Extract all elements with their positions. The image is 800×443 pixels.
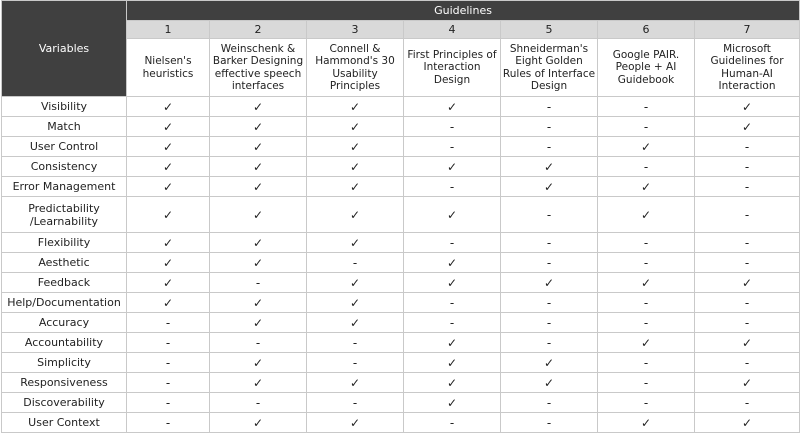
guideline-name-line: interfaces: [231, 80, 285, 92]
variable-name: [2, 413, 127, 433]
variable-name: [2, 233, 127, 253]
variable-name-line: Responsiveness: [20, 376, 108, 389]
mark-cell: ✓: [210, 313, 307, 333]
table-row: [2, 393, 800, 413]
guideline-name-line: Shneiderman's: [509, 42, 589, 55]
variable-name: [2, 353, 127, 373]
variable-name: [2, 373, 127, 393]
guideline-name-line: Interaction: [718, 80, 776, 92]
mark-cell: ✓: [210, 373, 307, 393]
mark-cell: -: [307, 253, 404, 273]
guideline-number: 4: [404, 21, 501, 39]
guideline-name-line: Barker Designing: [212, 55, 304, 67]
mark-cell: ✓: [307, 177, 404, 197]
mark-cell: -: [695, 353, 800, 373]
variable-name-line: Accuracy: [38, 316, 90, 329]
mark-cell: -: [598, 97, 695, 117]
mark-cell: -: [501, 333, 598, 353]
mark-cell: -: [127, 393, 210, 413]
variable-name-line: Visibility: [40, 100, 88, 113]
guideline-name: [501, 39, 598, 97]
guideline-name-line: effective speech: [214, 67, 302, 80]
table-row: [2, 233, 800, 253]
mark-cell: -: [127, 313, 210, 333]
variable-name-line: Aesthetic: [38, 256, 90, 269]
variable-name-line: User Context: [28, 416, 100, 429]
mark-cell: ✓: [127, 293, 210, 313]
variables-header: Variables: [2, 1, 127, 97]
guideline-name-line: Design: [530, 80, 568, 92]
mark-cell: ✓: [695, 413, 800, 433]
guideline-name-line: Principles: [329, 80, 381, 92]
guideline-name-line: Guidebook: [617, 73, 675, 86]
mark-cell: ✓: [501, 353, 598, 373]
guideline-name-line: Nielsen's: [144, 55, 192, 67]
mark-cell: -: [695, 197, 800, 233]
mark-cell: ✓: [127, 177, 210, 197]
guideline-number: 2: [210, 21, 307, 39]
mark-cell: -: [307, 333, 404, 353]
variable-name: [2, 137, 127, 157]
guideline-name-line: Usability: [332, 67, 378, 80]
mark-cell: -: [501, 117, 598, 137]
mark-cell: ✓: [307, 97, 404, 117]
guidelines-table: [1, 0, 800, 433]
mark-cell: ✓: [501, 157, 598, 177]
variable-name: [2, 253, 127, 273]
mark-cell: -: [598, 373, 695, 393]
mark-cell: ✓: [695, 373, 800, 393]
mark-cell: -: [404, 233, 501, 253]
mark-cell: -: [307, 353, 404, 373]
mark-cell: ✓: [127, 233, 210, 253]
mark-cell: ✓: [695, 333, 800, 353]
guideline-name-line: Rules of Interface: [502, 67, 596, 80]
mark-cell: ✓: [695, 273, 800, 293]
guidelines-header: Guidelines: [127, 1, 800, 21]
variable-name: [2, 313, 127, 333]
mark-cell: ✓: [127, 253, 210, 273]
mark-cell: -: [127, 353, 210, 373]
guideline-number: 1: [127, 21, 210, 39]
mark-cell: -: [598, 157, 695, 177]
mark-cell: -: [598, 233, 695, 253]
variable-name: [2, 97, 127, 117]
mark-cell: -: [127, 333, 210, 353]
mark-cell: ✓: [127, 273, 210, 293]
mark-cell: -: [404, 413, 501, 433]
mark-cell: -: [127, 413, 210, 433]
variable-name: [2, 177, 127, 197]
mark-cell: -: [695, 177, 800, 197]
mark-cell: ✓: [210, 253, 307, 273]
variable-name: [2, 293, 127, 313]
mark-cell: -: [404, 117, 501, 137]
mark-cell: ✓: [404, 373, 501, 393]
variable-name-line: Simplicity: [37, 356, 91, 369]
mark-cell: -: [598, 253, 695, 273]
mark-cell: -: [404, 137, 501, 157]
mark-cell: ✓: [307, 273, 404, 293]
variable-name-line: Discoverability: [23, 396, 105, 409]
mark-cell: ✓: [598, 177, 695, 197]
mark-cell: ✓: [598, 137, 695, 157]
table-row: [2, 177, 800, 197]
table-row: [2, 373, 800, 393]
guideline-name-line: Guidelines for: [710, 55, 784, 67]
mark-cell: ✓: [404, 253, 501, 273]
table-row: [2, 333, 800, 353]
mark-cell: -: [127, 373, 210, 393]
mark-cell: ✓: [307, 197, 404, 233]
guideline-number: 5: [501, 21, 598, 39]
mark-cell: -: [501, 253, 598, 273]
table-row: [2, 157, 800, 177]
mark-cell: ✓: [598, 273, 695, 293]
guideline-number: 6: [598, 21, 695, 39]
guideline-number: 7: [695, 21, 800, 39]
mark-cell: ✓: [307, 293, 404, 313]
mark-cell: -: [404, 177, 501, 197]
mark-cell: ✓: [210, 177, 307, 197]
mark-cell: ✓: [210, 353, 307, 373]
mark-cell: ✓: [307, 137, 404, 157]
table-row: [2, 413, 800, 433]
mark-cell: -: [598, 393, 695, 413]
variable-name: [2, 157, 127, 177]
guideline-name-line: Human-AI: [721, 67, 773, 80]
mark-cell: -: [404, 313, 501, 333]
table-row: [2, 293, 800, 313]
mark-cell: -: [695, 233, 800, 253]
table-row: [2, 137, 800, 157]
guideline-name-line: Weinschenk &: [220, 42, 296, 55]
mark-cell: ✓: [404, 393, 501, 413]
variable-name: [2, 273, 127, 293]
guideline-name-line: Hammond's 30: [315, 55, 395, 67]
table-row: [2, 313, 800, 333]
mark-cell: ✓: [404, 273, 501, 293]
mark-cell: ✓: [210, 197, 307, 233]
mark-cell: -: [598, 313, 695, 333]
guideline-name: [695, 39, 800, 97]
variable-name-line: Predictability: [28, 201, 100, 215]
mark-cell: ✓: [695, 117, 800, 137]
mark-cell: ✓: [307, 313, 404, 333]
guideline-name: [210, 39, 307, 97]
table-row: [2, 97, 800, 117]
mark-cell: -: [307, 393, 404, 413]
mark-cell: -: [598, 353, 695, 373]
mark-cell: ✓: [695, 97, 800, 117]
mark-cell: -: [695, 137, 800, 157]
guideline-name-line: First Principles of: [407, 48, 497, 61]
mark-cell: ✓: [307, 413, 404, 433]
guideline-name: [127, 39, 210, 97]
guideline-name-line: Microsoft: [723, 42, 771, 55]
mark-cell: -: [210, 273, 307, 293]
mark-cell: ✓: [210, 137, 307, 157]
variable-name-line: Help/Documentation: [7, 296, 121, 309]
mark-cell: -: [695, 253, 800, 273]
mark-cell: ✓: [307, 373, 404, 393]
mark-cell: -: [695, 293, 800, 313]
variable-name: [2, 393, 127, 413]
table-row: [2, 253, 800, 273]
mark-cell: -: [501, 293, 598, 313]
mark-cell: ✓: [127, 97, 210, 117]
mark-cell: -: [695, 313, 800, 333]
guideline-name-line: Connell &: [329, 42, 381, 55]
variable-name-line: Match: [47, 120, 81, 133]
mark-cell: ✓: [404, 97, 501, 117]
guideline-number: 3: [307, 21, 404, 39]
mark-cell: ✓: [210, 97, 307, 117]
guideline-name-line: Interaction Design: [423, 61, 481, 86]
variable-name-line: User Control: [29, 140, 99, 153]
guideline-name: [598, 39, 695, 97]
mark-cell: -: [501, 233, 598, 253]
mark-cell: -: [404, 293, 501, 313]
mark-cell: ✓: [210, 293, 307, 313]
mark-cell: -: [501, 393, 598, 413]
guideline-name-line: Eight Golden: [515, 55, 583, 67]
mark-cell: ✓: [404, 157, 501, 177]
mark-cell: ✓: [210, 233, 307, 253]
mark-cell: ✓: [127, 137, 210, 157]
mark-cell: -: [501, 97, 598, 117]
mark-cell: ✓: [501, 177, 598, 197]
mark-cell: -: [598, 117, 695, 137]
mark-cell: ✓: [210, 413, 307, 433]
mark-cell: ✓: [501, 273, 598, 293]
mark-cell: -: [695, 157, 800, 177]
mark-cell: ✓: [307, 157, 404, 177]
mark-cell: ✓: [307, 233, 404, 253]
variable-name-line: Flexibility: [37, 236, 91, 249]
mark-cell: -: [501, 197, 598, 233]
mark-cell: ✓: [127, 197, 210, 233]
guideline-name-line: Google PAIR.: [612, 48, 680, 61]
mark-cell: -: [695, 393, 800, 413]
variable-name-line: Accountability: [24, 336, 104, 349]
variable-name-line: Feedback: [37, 276, 91, 289]
guideline-name-line: People + AI: [615, 61, 677, 74]
table-row: [2, 117, 800, 137]
mark-cell: ✓: [127, 117, 210, 137]
variable-name-line: Error Management: [12, 180, 116, 193]
mark-cell: -: [210, 333, 307, 353]
mark-cell: ✓: [598, 333, 695, 353]
mark-cell: ✓: [404, 333, 501, 353]
mark-cell: ✓: [210, 157, 307, 177]
table-row: [2, 353, 800, 373]
mark-cell: ✓: [598, 413, 695, 433]
mark-cell: -: [598, 293, 695, 313]
variable-name: [2, 333, 127, 353]
mark-cell: -: [501, 313, 598, 333]
guideline-name-line: heuristics: [142, 67, 194, 80]
variable-name: [2, 197, 127, 233]
guideline-name: [404, 39, 501, 97]
mark-cell: ✓: [307, 117, 404, 137]
variable-name: [2, 117, 127, 137]
variable-name-line: Consistency: [30, 160, 98, 173]
guideline-name: [307, 39, 404, 97]
mark-cell: ✓: [404, 353, 501, 373]
variable-name-line: /Learnability: [29, 214, 99, 228]
mark-cell: -: [501, 137, 598, 157]
mark-cell: ✓: [210, 117, 307, 137]
mark-cell: -: [210, 393, 307, 413]
mark-cell: -: [501, 413, 598, 433]
mark-cell: ✓: [127, 157, 210, 177]
mark-cell: ✓: [501, 373, 598, 393]
table-row: [2, 197, 800, 233]
mark-cell: ✓: [598, 197, 695, 233]
table-row: [2, 273, 800, 293]
mark-cell: ✓: [404, 197, 501, 233]
